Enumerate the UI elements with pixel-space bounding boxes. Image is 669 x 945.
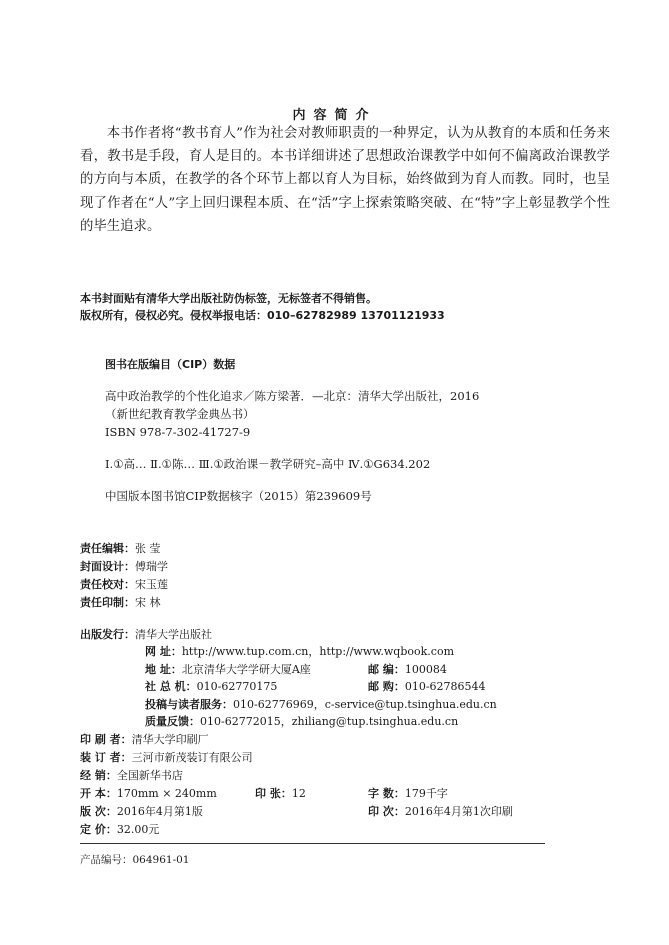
cip-isbn: ISBN 978-7-302-41727-9 — [105, 425, 251, 439]
printing-label: 印 次： — [368, 805, 405, 818]
cip-line1: 高中政治教学的个性化追求／陈方梁著．—北京：清华大学出版社，2016 — [105, 389, 480, 403]
intro-title: 内容简介 — [292, 108, 377, 123]
price-row — [80, 821, 159, 837]
address-label: 地 址： — [145, 663, 182, 676]
postcode-value: 100084 — [404, 663, 447, 676]
product-code: 产品编号：064961-01 — [80, 854, 190, 866]
staff-label: 封面设计： — [80, 560, 135, 573]
printing-row — [368, 803, 513, 819]
staff-label: 责任印制： — [80, 596, 135, 609]
distributor-value: 全国新华书店 — [116, 769, 183, 782]
binder-value: 三河市新茂装订有限公司 — [131, 751, 253, 764]
publisher-label: 出版发行： — [80, 628, 135, 641]
distributor-label: 经 销： — [80, 769, 117, 782]
format-value: 170mm × 240mm — [116, 787, 217, 800]
distributor-row — [80, 767, 183, 783]
cip-classification: Ⅰ.①高… Ⅱ.①陈… Ⅲ.①政治课－教学研究–高中 Ⅳ.①G634.202 — [105, 457, 431, 471]
cip-line2: （新世纪教育教学金典丛书） — [105, 407, 255, 421]
web-label: 网 址： — [145, 645, 182, 658]
postcode-row — [368, 661, 447, 677]
intro-body: 本书作者将“教书育人”作为社会对教师职责的一种界定，认为从教育的本质和任务来看，教书是手段，育人是目的。本书详细讲述了思想政治课教学中如何不偏离政治课教学的方向与本质，在教学的各个环节上都以育人为目标，始终做到为育人而教。同时，也呈现了作者在“人”字上回归课程本质、在“活”字上探索策略突破、在“特”字上彰显教学个性的毕生追求。 — [80, 126, 610, 234]
format-label: 开 本： — [80, 787, 117, 800]
cip-record: 中国版本图书馆CIP数据核字（2015）第239609号 — [105, 489, 372, 503]
cip-heading: 图书在版编目（CIP）数据 — [105, 358, 236, 371]
publisher-row — [80, 626, 212, 642]
staff-value: 宋 林 — [135, 596, 161, 609]
sheets-row — [255, 785, 306, 801]
quality-feedback-row — [145, 713, 458, 729]
staff-label: 责任编辑： — [80, 542, 135, 555]
edition-label: 版 次： — [80, 805, 117, 818]
format-row — [80, 785, 217, 801]
word-count-row — [368, 785, 448, 801]
printer-value: 清华大学印刷厂 — [131, 733, 209, 746]
switchboard-value: 010-62770175 — [196, 680, 278, 693]
mail-order-label: 邮 购： — [368, 680, 405, 693]
edition-row — [80, 803, 203, 819]
edition-value: 2016年4月第1版 — [116, 805, 203, 818]
printing-value: 2016年4月第1次印刷 — [404, 805, 513, 818]
sheets-label: 印 张： — [255, 787, 292, 800]
binder-label: 装 订 者： — [80, 751, 132, 764]
price-label: 定 价： — [80, 823, 117, 836]
staff-label: 责任校对： — [80, 578, 135, 591]
price-value: 32.00元 — [116, 823, 160, 836]
address-value: 北京清华大学学研大厦A座 — [181, 663, 311, 676]
reader-service-label: 投稿与读者服务： — [145, 698, 233, 711]
word-count-value: 179千字 — [404, 787, 448, 800]
printer-row — [80, 731, 209, 747]
staff-row — [80, 576, 168, 592]
address-row — [145, 661, 311, 677]
staff-row — [80, 558, 168, 574]
staff-row — [80, 540, 161, 556]
staff-row — [80, 594, 161, 610]
switchboard-row — [145, 678, 277, 694]
switchboard-label: 社 总 机： — [145, 680, 197, 693]
web-row — [145, 643, 454, 659]
printer-label: 印 刷 者： — [80, 733, 132, 746]
mail-order-value: 010-62786544 — [404, 680, 486, 693]
reader-service-value: 010-62776969，c-service@tup.tsinghua.edu.cn — [233, 698, 497, 711]
publisher-value: 清华大学出版社 — [135, 628, 212, 641]
divider-line — [80, 843, 545, 844]
staff-value: 傅瑞学 — [135, 560, 168, 573]
staff-value: 宋玉莲 — [135, 578, 168, 591]
quality-feedback-value: 010-62772015，zhiliang@tup.tsinghua.edu.cn — [200, 715, 459, 728]
reader-service-row — [145, 696, 497, 712]
staff-value: 张 莹 — [135, 542, 161, 555]
postcode-label: 邮 编： — [368, 663, 405, 676]
mail-order-row — [368, 678, 486, 694]
copyright-notice: 版权所有，侵权必究。侵权举报电话：010–62782989 13701121933 — [80, 309, 445, 322]
anti-counterfeit-notice: 本书封面贴有清华大学出版社防伪标签，无标签者不得销售。 — [80, 292, 377, 305]
quality-feedback-label: 质量反馈： — [145, 715, 200, 728]
web-value: http://www.tup.com.cn，http://www.wqbook.com — [181, 645, 455, 658]
binder-row — [80, 749, 253, 765]
word-count-label: 字 数： — [368, 787, 405, 800]
sheets-value: 12 — [291, 787, 306, 800]
